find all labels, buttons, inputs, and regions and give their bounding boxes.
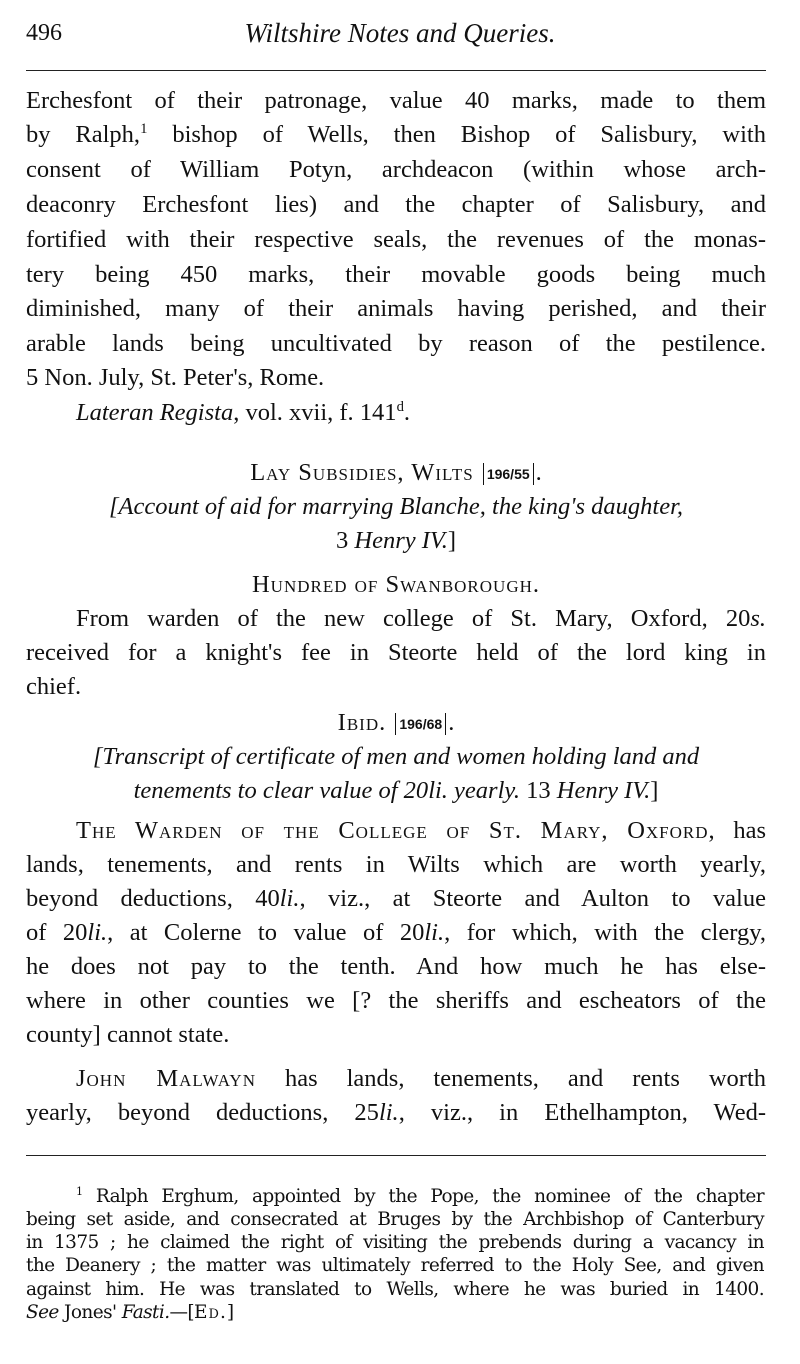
- text-segment: Erchesfont of their patronage, value 40 marks, made to them: [26, 87, 766, 114]
- text-segment: by Ralph,: [26, 121, 141, 148]
- italic-text: Fasti.: [121, 1302, 170, 1323]
- body-line: [26, 190, 766, 220]
- text-segment: , for which, with the clergy,: [444, 919, 766, 946]
- text-segment: against him. He was translated to Wells, where he was buried in 1400.: [26, 1279, 764, 1300]
- italic-text: Henry IV.: [556, 777, 651, 804]
- text-segment: of 20: [26, 919, 88, 946]
- body-line: [26, 816, 766, 846]
- body-line: [26, 1064, 766, 1094]
- running-title: Wiltshire Notes and Queries.: [244, 18, 556, 48]
- text-segment: county] cannot state.: [26, 1021, 230, 1048]
- body-line: [26, 742, 766, 772]
- footnote-line: [26, 1186, 764, 1208]
- italic-text: Transcript of certificate of men and women holding land and: [102, 743, 700, 770]
- body-line: [26, 918, 766, 948]
- body-line: [26, 492, 766, 522]
- body-line: [26, 155, 766, 185]
- text-segment: ]: [226, 1302, 234, 1323]
- text-segment: fortified with their respective seals, the revenues of the monas-: [26, 226, 766, 253]
- small-caps-text: Hundred of Swanborough.: [251, 571, 541, 598]
- footnote-line: [26, 1209, 764, 1231]
- italic-text: li.: [378, 1099, 399, 1126]
- text-segment: arable lands being uncultivated by reason of the pestilence.: [26, 330, 766, 357]
- header-rule: [26, 70, 766, 71]
- footnote-line: [26, 1279, 764, 1301]
- footnote-rule: [26, 1155, 766, 1156]
- text-segment: consent of William Potyn, archdeacon (within whose arch-: [26, 156, 766, 183]
- small-caps-text: Ed.: [194, 1302, 227, 1323]
- text-segment: has: [715, 817, 766, 844]
- body-line: [26, 225, 766, 255]
- text-segment: —[: [169, 1302, 195, 1323]
- italic-text: [: [108, 493, 119, 520]
- body-line: [26, 570, 766, 600]
- text-segment: being set aside, and consecrated at Bruges by the Archbishop of Canterbury: [26, 1209, 764, 1230]
- text-segment: .: [448, 709, 455, 736]
- small-caps-text: Lay Subsidies, Wilts: [250, 459, 481, 486]
- text-segment: , viz., at Steorte and Aulton to value: [299, 885, 766, 912]
- italic-text: Lateran Regista: [76, 399, 234, 426]
- italic-text: li. yearly.: [428, 777, 521, 804]
- text-segment: ]: [447, 527, 456, 554]
- text-segment: 3: [336, 527, 355, 554]
- text-segment: Jones': [58, 1302, 122, 1323]
- body-line: [26, 86, 766, 116]
- text-segment: chief.: [26, 673, 82, 700]
- italic-text: s.: [750, 605, 766, 632]
- small-caps-text: The Warden of the College of St. Mary, Oxford,: [76, 817, 716, 844]
- text-segment: the Deanery ; the matter was ultimately referred to the Holy See, and given: [26, 1255, 764, 1276]
- text-segment: lands, tenements, and rents in Wilts which are worth yearly,: [26, 851, 766, 878]
- text-segment: , vol. xvii, f. 141: [233, 399, 397, 426]
- body-line: [26, 458, 766, 488]
- body-line: [26, 604, 766, 634]
- body-line: [26, 363, 766, 393]
- text-segment: received for a knight's fee in Steorte held of the lord king in: [26, 639, 766, 666]
- text-segment: he does not pay to the tenth. And how much he has else-: [26, 953, 766, 980]
- text-segment: From warden of the new college of St. Mary, Oxford, 20: [76, 605, 751, 632]
- body-line: [26, 526, 766, 556]
- small-caps-text: Ibid.: [337, 709, 394, 736]
- text-segment: where in other counties we [? the sheriffs and escheators of the: [26, 987, 766, 1014]
- text-segment: ]: [650, 777, 659, 804]
- text-segment: .: [535, 459, 542, 486]
- text-segment: in 1375 ; he claimed the right of visiting the prebends during a vacancy in: [26, 1232, 764, 1253]
- italic-text: Account of aid for marrying Blanche, the king's daughter,: [118, 493, 684, 520]
- reference-fraction: 196/68: [395, 713, 446, 735]
- footnote-line: [26, 1232, 764, 1254]
- italic-text: li.: [279, 885, 300, 912]
- reference-fraction: 196/55: [483, 463, 534, 485]
- text-segment: Ralph Erghum, appointed by the Pope, the nominee of the chapter: [82, 1186, 764, 1207]
- text-segment: , at Colerne to value of 20: [107, 919, 425, 946]
- body-line: [26, 260, 766, 290]
- italic-text: [: [92, 743, 103, 770]
- superscript: d: [396, 398, 404, 415]
- text-segment: .: [403, 399, 411, 426]
- body-line: [26, 120, 766, 150]
- italic-text: See: [26, 1302, 59, 1323]
- text-segment: diminished, many of their animals having perished, and their: [26, 295, 766, 322]
- body-line: [26, 952, 766, 982]
- italic-text: li.: [87, 919, 108, 946]
- italic-text: li.: [424, 919, 445, 946]
- italic-text: Henry IV.: [354, 527, 448, 554]
- small-caps-text: John Malwayn: [76, 1065, 256, 1092]
- body-line: [26, 638, 766, 668]
- body-line: [26, 884, 766, 914]
- footnote-line: [26, 1302, 764, 1324]
- footnote-line: [26, 1255, 764, 1277]
- text-segment: 13: [520, 777, 557, 804]
- body-line: [26, 294, 766, 324]
- text-segment: deaconry Erchesfont lies) and the chapter of Salisbury, and: [26, 191, 766, 218]
- text-segment: 5 Non. July, St. Peter's, Rome.: [26, 364, 325, 391]
- body-line: [26, 329, 766, 359]
- text-segment: has lands, tenements, and rents worth: [255, 1065, 766, 1092]
- body-line: [26, 986, 766, 1016]
- body-line: [26, 708, 766, 738]
- body-line: [26, 776, 766, 806]
- superscript: 1: [140, 120, 148, 137]
- text-segment: bishop of Wells, then Bishop of Salisbury, with: [147, 121, 766, 148]
- page-number: 496: [26, 20, 62, 46]
- body-line: [26, 1098, 766, 1128]
- body-line: [26, 672, 766, 702]
- italic-text: tenements to clear value of 20: [133, 777, 429, 804]
- text-segment: beyond deductions, 40: [26, 885, 280, 912]
- text-segment: , viz., in Ethelhampton, Wed-: [398, 1099, 766, 1126]
- body-line: [26, 1020, 766, 1050]
- superscript: 1: [76, 1184, 83, 1198]
- body-line: [26, 850, 766, 880]
- text-segment: tery being 450 marks, their movable goods being much: [26, 261, 766, 288]
- text-segment: yearly, beyond deductions, 25: [26, 1099, 379, 1126]
- body-line: [26, 398, 766, 428]
